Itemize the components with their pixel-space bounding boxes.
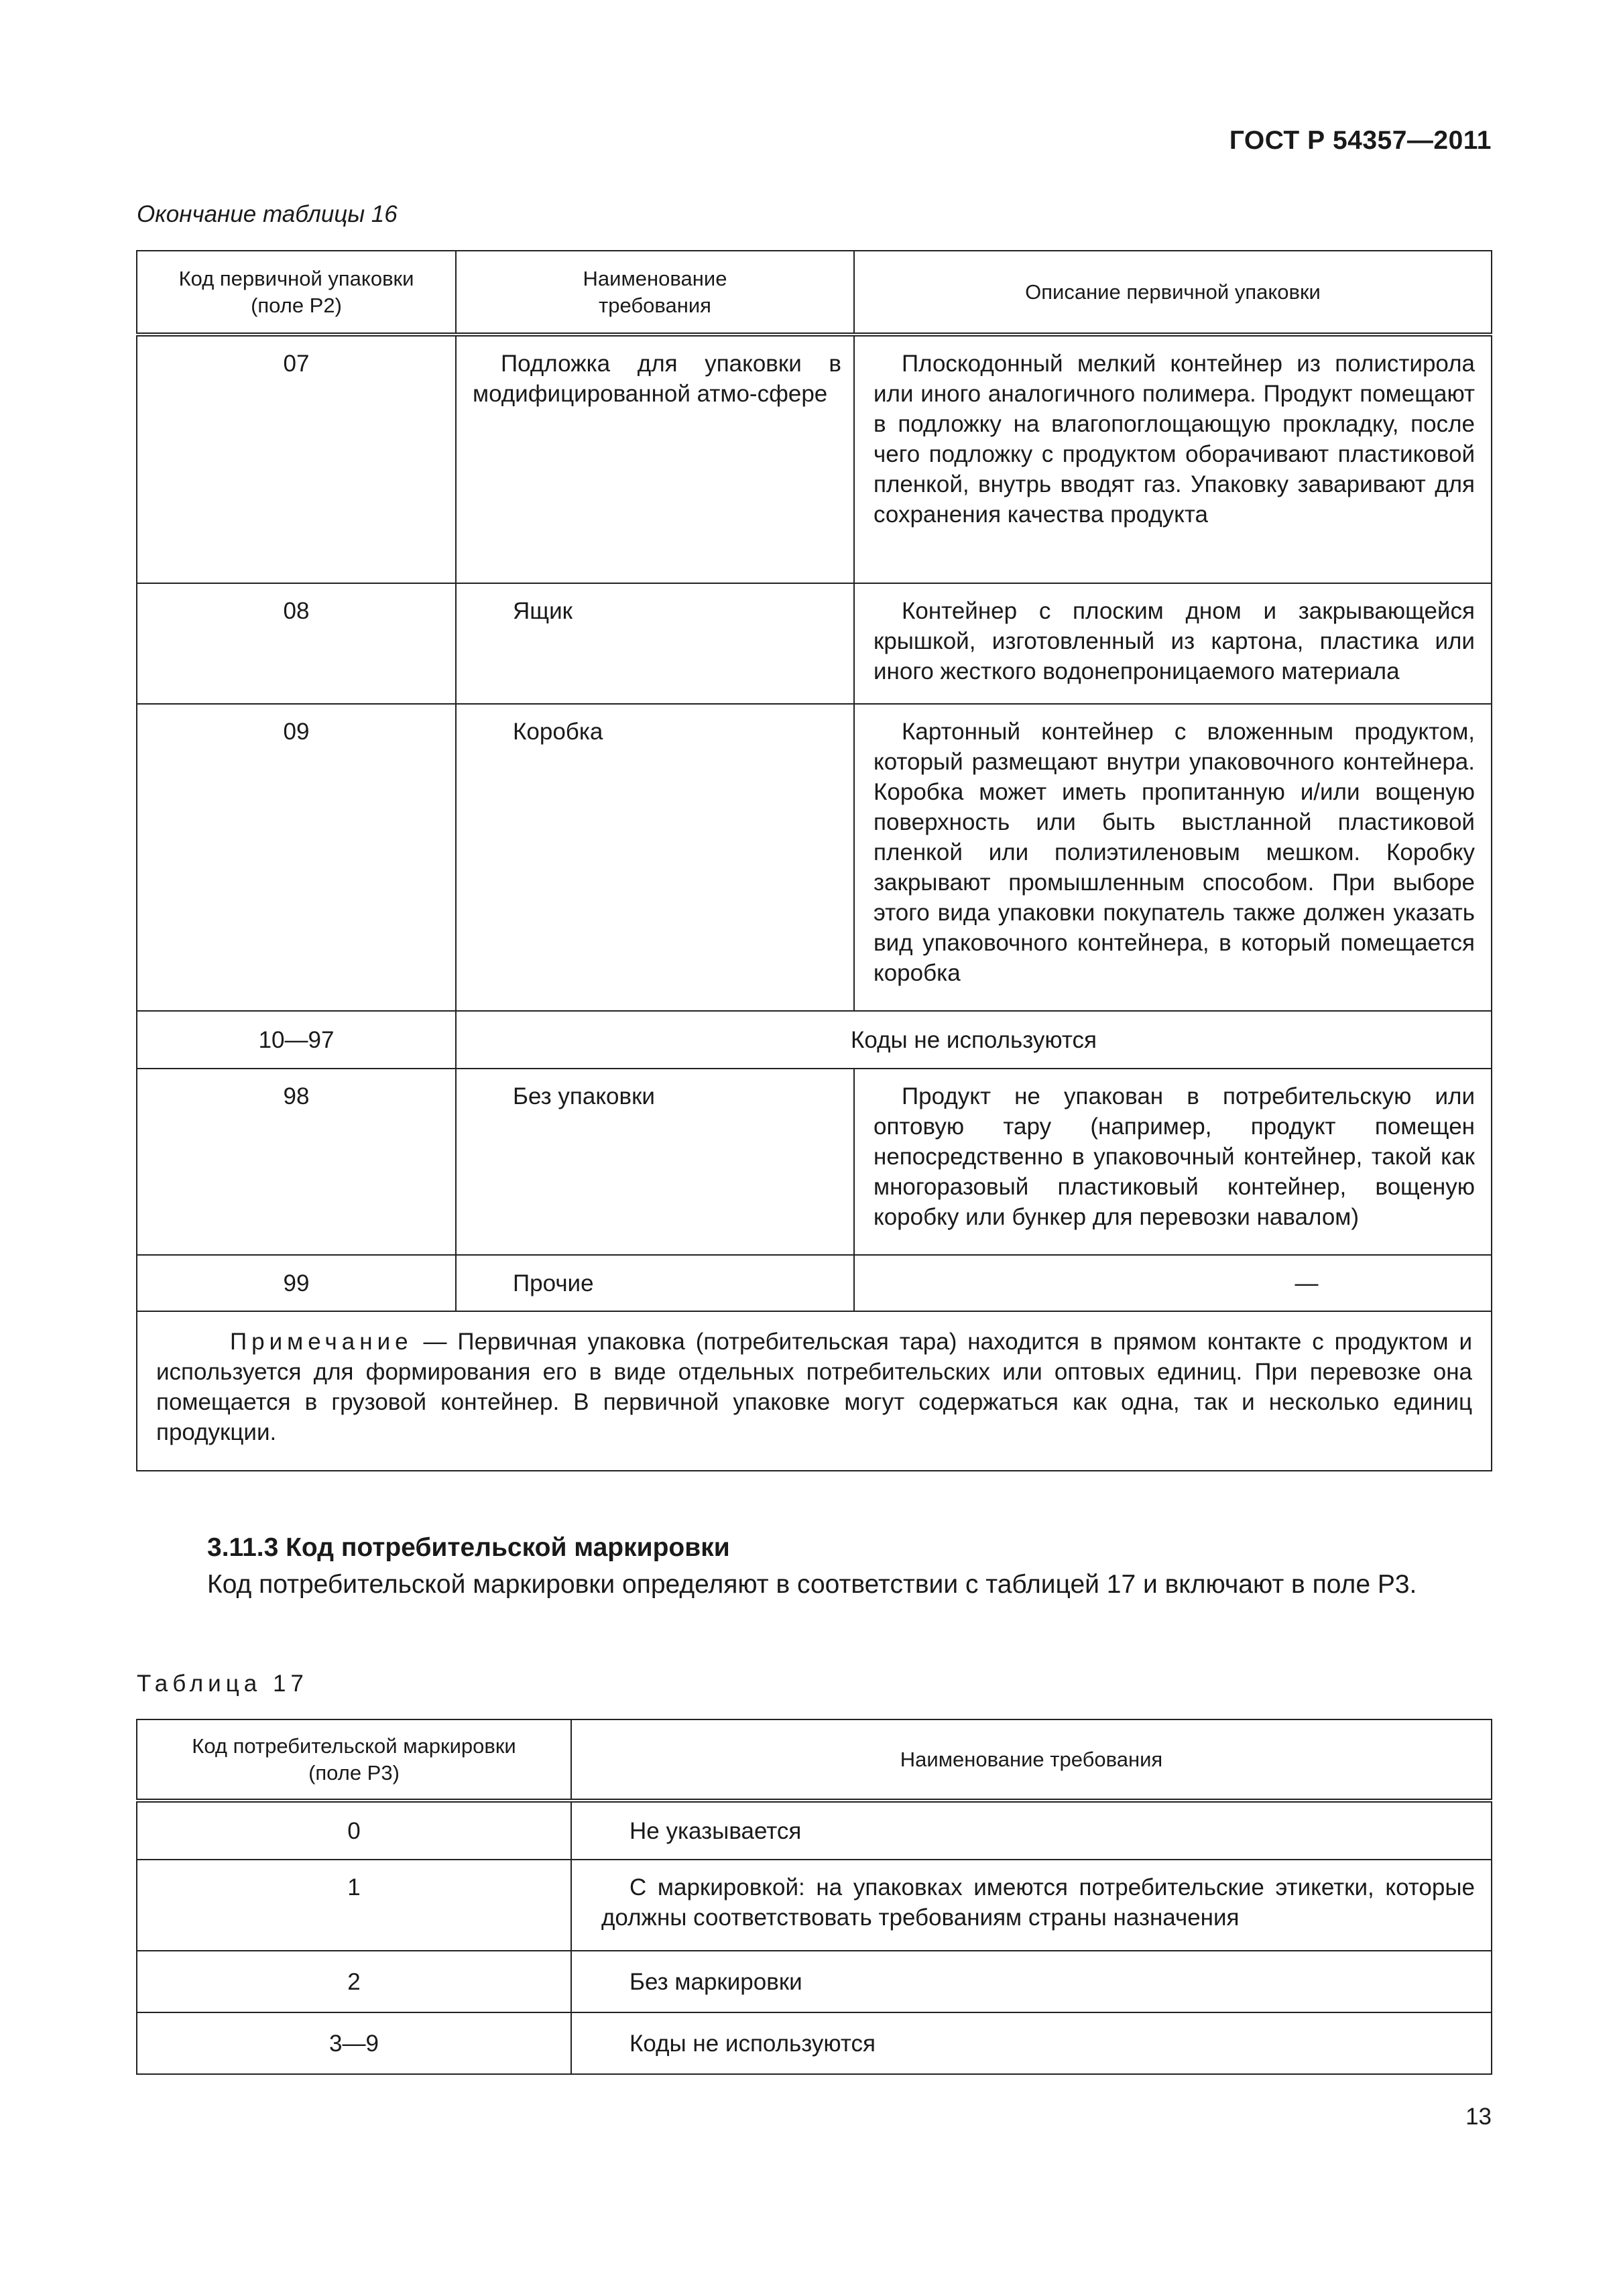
note-text: — Первичная упаковка (потребительская тара) находится в прямом контакте с продуктом и используется для формирования его в виде отдельных потребительских или оптовых единиц. При перевозке она помещается в грузовой контейнер. В первичной упаковке могут содержаться как одна, так и несколько единиц продукции. [156,1329,1472,1445]
table-header-row [137,1719,1492,1801]
code-cell: 08 [137,583,456,704]
name-cell: С маркировкой: на упаковках имеются потребительские этикетки, которые должны соответствовать требованиям страны назначения [571,1860,1492,1951]
table-header-row [137,251,1492,335]
table-row [137,1801,1492,1860]
table-row [137,2012,1492,2074]
table-row [137,1860,1492,1951]
table-continuation-caption: Окончание таблицы 16 [137,201,398,227]
name-cell: Ящик [456,583,854,704]
table-row [137,1951,1492,2012]
name-cell: Подложка для упаковки в модифицированной атмо-сфере [456,335,854,583]
description-cell: Картонный контейнер с вложенным продуктом, который размещают внутри упаковочного контейнера. Коробка может иметь пропитанную и/или вощеную поверхность или быть выстланной пластиковой пленкой или полиэтиленовым мешком. Коробку закрывают промышленным способом. При выборе этого вида упаковки покупатель также должен указать вид упаковочного контейнера, в который помещается коробка [854,704,1492,1011]
note-label: Примечание [230,1329,413,1355]
name-cell: Прочие [456,1255,854,1311]
table-row [137,1255,1492,1311]
description-cell: Контейнер с плоским дном и закрывающейся крышкой, изготовленный из картона, пластика или иного жесткого водонепроницаемого материала [854,583,1492,704]
header-cell-name: Наименование требования [456,251,854,335]
table-17-caption: Таблица 17 [137,1671,308,1697]
code-cell: 99 [137,1255,456,1311]
table-note-row [137,1311,1492,1471]
name-cell: Не указывается [571,1801,1492,1860]
section-paragraph: Код потребительской маркировки определяют в соответствии с таблицей 17 и включают в поле P3. [207,1570,1417,1599]
merged-cell: Коды не используются [456,1011,1492,1069]
code-cell: 1 [137,1860,571,1951]
header-cell-code: Код потребительской маркировки (поле P3) [137,1719,571,1801]
code-cell: 07 [137,335,456,583]
table-17 [136,1719,1492,2075]
code-cell: 09 [137,704,456,1011]
description-cell: Плоскодонный мелкий контейнер из полистирола или иного аналогичного полимера. Продукт помещают в подложку на влагопоглощающую прокладку, после чего подложку с продуктом оборачивают пластиковой пленкой, внутрь вводят газ. Упаковку заваривают для сохранения качества продукта [854,335,1492,583]
description-cell: Продукт не упакован в потребительскую или оптовую тару (например, продукт помещен непосредственно в упаковочный контейнер, такой как многоразовый пластиковый контейнер, вощеную коробку или бункер для перевозки навалом) [854,1069,1492,1255]
name-cell: Без маркировки [571,1951,1492,2012]
code-cell: 0 [137,1801,571,1860]
code-cell: 3—9 [137,2012,571,2074]
header-cell-code: Код первичной упаковки (поле P2) [137,251,456,335]
section-heading: 3.11.3 Код потребительской маркировки [207,1533,730,1562]
document-code: ГОСТ Р 54357—2011 [1229,126,1492,155]
code-cell: 10—97 [137,1011,456,1069]
table-16 [136,250,1492,1471]
name-cell: Коды не используются [571,2012,1492,2074]
table-row [137,1069,1492,1255]
code-cell: 2 [137,1951,571,2012]
description-cell: — [854,1255,1492,1311]
table-row [137,704,1492,1011]
name-cell: Без упаковки [456,1069,854,1255]
code-cell: 98 [137,1069,456,1255]
table-row [137,583,1492,704]
table-row [137,335,1492,583]
name-cell: Коробка [456,704,854,1011]
header-cell-name: Наименование требования [571,1719,1492,1801]
table-note [137,1311,1492,1471]
page-number: 13 [1465,2104,1492,2130]
table-row [137,1011,1492,1069]
header-cell-description: Описание первичной упаковки [854,251,1492,335]
